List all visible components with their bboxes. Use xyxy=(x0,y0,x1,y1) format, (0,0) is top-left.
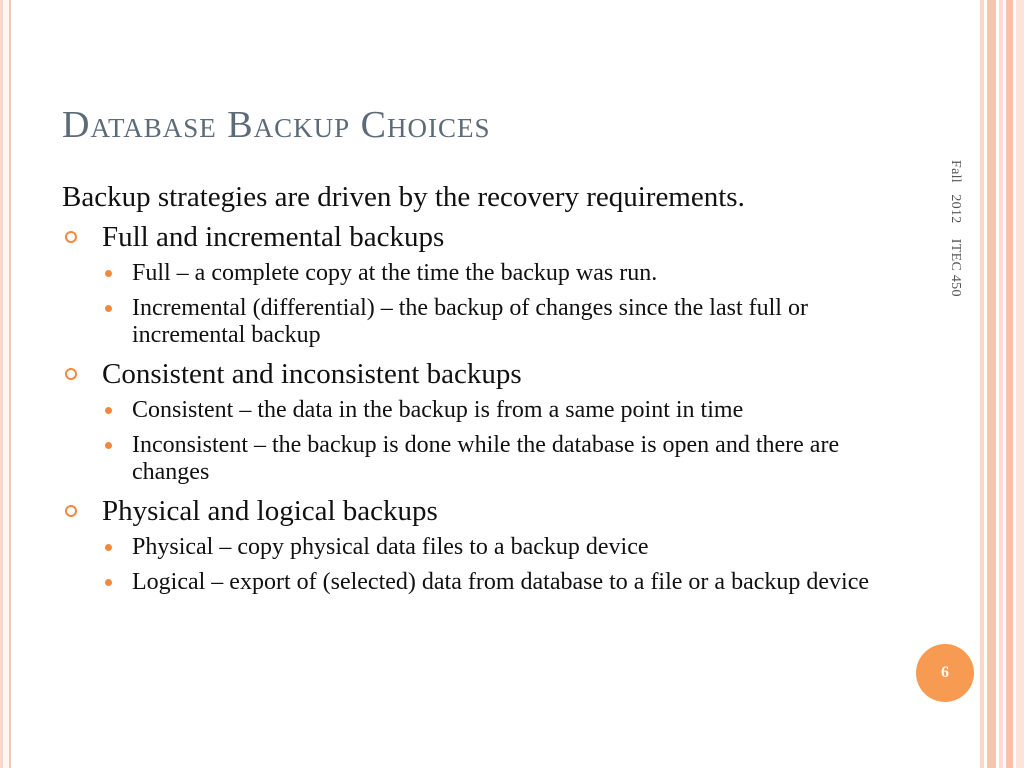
left-frame-decoration xyxy=(0,0,11,768)
dot-bullet-icon xyxy=(105,407,112,414)
sub-item-text: Incremental (differential) – the backup of changes since the last full or incremental backup xyxy=(132,295,808,348)
sub-list-item xyxy=(102,569,892,596)
sub-item-text: Inconsistent – the backup is done while the database is open and there are changes xyxy=(132,432,840,485)
right-stripe-decoration xyxy=(1016,0,1024,768)
intro-text: Backup strategies are driven by the recovery requirements. xyxy=(62,181,745,213)
page-number: 6 xyxy=(941,664,949,681)
sub-list-item xyxy=(102,295,892,349)
list-item xyxy=(62,494,892,596)
slide-title: Database Backup Choices xyxy=(62,104,491,146)
ring-bullet-icon xyxy=(65,231,77,243)
sub-list-item xyxy=(102,432,892,486)
page-number-badge xyxy=(916,644,974,702)
right-stripe-decoration xyxy=(987,0,996,768)
sub-bullet-list xyxy=(102,534,892,596)
dot-bullet-icon xyxy=(105,544,112,551)
ring-bullet-icon xyxy=(65,505,77,517)
slide-body xyxy=(62,180,892,604)
sub-item-text: Logical – export of (selected) data from database to a file or a backup device xyxy=(132,569,869,595)
sub-bullet-list xyxy=(102,260,892,349)
slide-footer xyxy=(947,160,977,360)
dot-bullet-icon xyxy=(105,579,112,586)
ring-bullet-icon xyxy=(65,368,77,380)
right-stripe-decoration xyxy=(999,0,1003,768)
section-heading: Full and incremental backups xyxy=(102,221,445,253)
section-heading: Consistent and inconsistent backups xyxy=(102,358,522,390)
dot-bullet-icon xyxy=(105,305,112,312)
dot-bullet-icon xyxy=(105,442,112,449)
sub-list-item xyxy=(102,534,892,561)
list-item xyxy=(62,220,892,349)
dot-bullet-icon xyxy=(105,270,112,277)
bullet-list xyxy=(62,220,892,596)
right-stripe-decoration xyxy=(1006,0,1013,768)
sub-bullet-list xyxy=(102,397,892,486)
sub-item-text: Consistent – the data in the backup is from a same point in time xyxy=(132,397,744,423)
section-heading: Physical and logical backups xyxy=(102,495,438,527)
sub-list-item xyxy=(102,397,892,424)
sub-item-text: Physical – copy physical data files to a backup device xyxy=(132,534,649,560)
right-stripe-decoration xyxy=(980,0,984,768)
list-item xyxy=(62,357,892,486)
sub-item-text: Full – a complete copy at the time the backup was run. xyxy=(132,260,658,286)
footer-text: Fall 2012 ITEC 450 xyxy=(948,160,963,297)
sub-list-item xyxy=(102,260,892,287)
